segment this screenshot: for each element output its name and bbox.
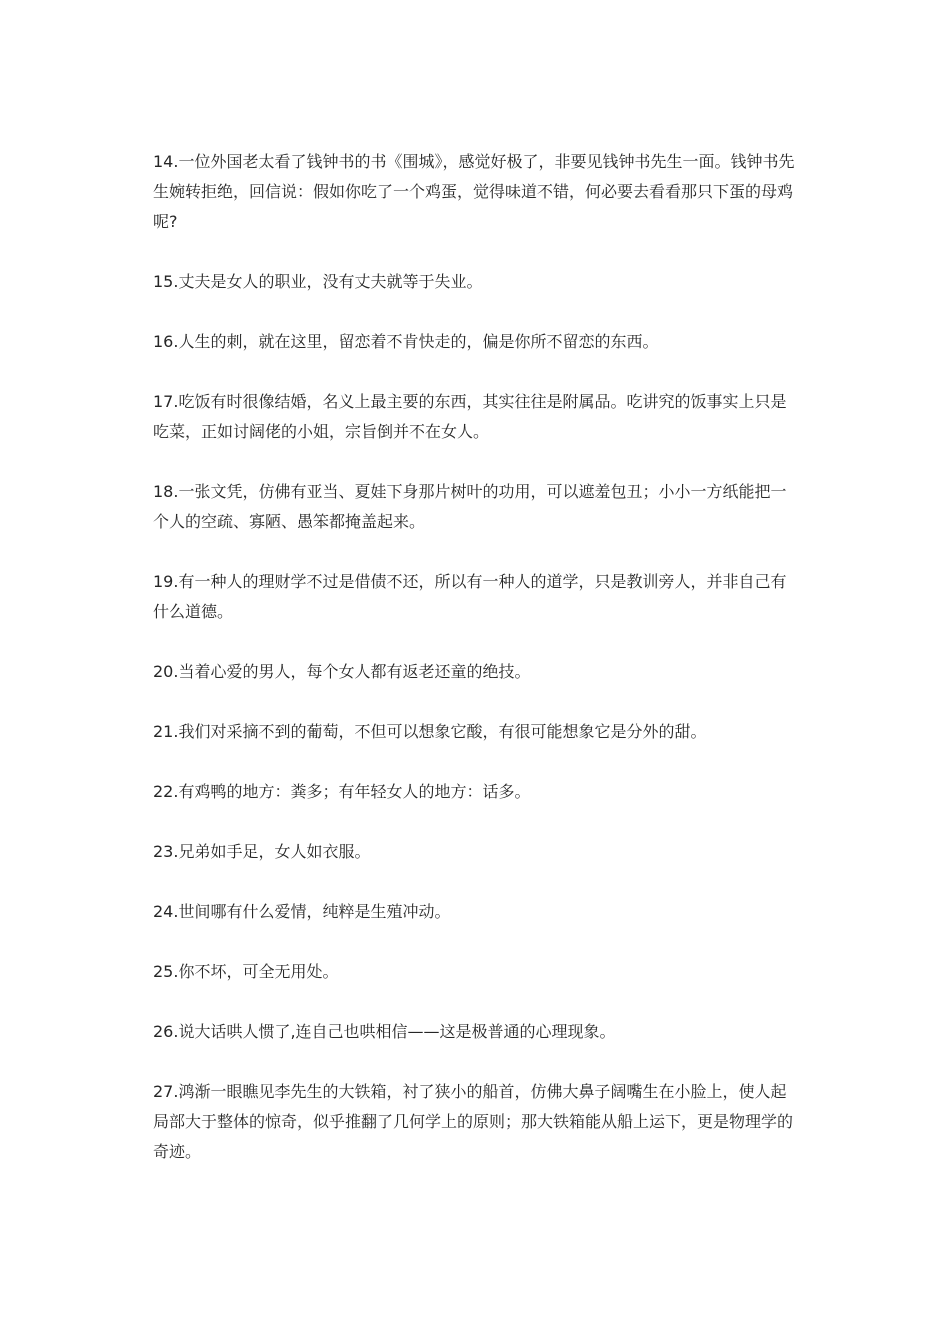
quote-paragraph-18: 18.一张文凭，仿佛有亚当、夏娃下身那片树叶的功用，可以遮羞包丑；小小一方纸能把一个人的空疏、寡陋、愚笨都掩盖起来。 — [153, 482, 787, 531]
quote-paragraph-17: 17.吃饭有时很像结婚，名义上最主要的东西，其实往往是附属品。吃讲究的饭事实上只是吃菜，正如讨阔佬的小姐，宗旨倒并不在女人。 — [153, 392, 787, 441]
document-body — [153, 147, 798, 1197]
quote-paragraph-24: 24.世间哪有什么爱情，纯粹是生殖冲动。 — [153, 902, 451, 921]
quote-paragraph-21: 21.我们对采摘不到的葡萄，不但可以想象它酸，有很可能想象它是分外的甜。 — [153, 722, 707, 741]
quote-paragraph-19: 19.有一种人的理财学不过是借债不还，所以有一种人的道学，只是教训旁人，并非自己有什么道德。 — [153, 572, 787, 621]
quote-paragraph-25: 25.你不坏，可全无用处。 — [153, 962, 339, 981]
quote-paragraph-14: 14.一位外国老太看了钱钟书的书《围城》，感觉好极了，非要见钱钟书先生一面。钱钟书先生婉转拒绝，回信说：假如你吃了一个鸡蛋，觉得味道不错，何必要去看看那只下蛋的母鸡呢? — [153, 152, 795, 231]
quote-paragraph-22: 22.有鸡鸭的地方：粪多；有年轻女人的地方：话多。 — [153, 782, 531, 801]
quote-paragraph-23: 23.兄弟如手足，女人如衣服。 — [153, 842, 371, 861]
quote-paragraph-26: 26.说大话哄人惯了,连自己也哄相信——这是极普通的心理现象。 — [153, 1022, 616, 1041]
quote-paragraph-20: 20.当着心爱的男人，每个女人都有返老还童的绝技。 — [153, 662, 531, 681]
quote-paragraph-15: 15.丈夫是女人的职业，没有丈夫就等于失业。 — [153, 272, 483, 291]
quote-paragraph-16: 16.人生的刺，就在这里，留恋着不肯快走的，偏是你所不留恋的东西。 — [153, 332, 659, 351]
quote-paragraph-27: 27.鸿渐一眼瞧见李先生的大铁箱，衬了狭小的船首，仿佛大鼻子阔嘴生在小脸上，使人起局部大于整体的惊奇，似乎推翻了几何学上的原则；那大铁箱能从船上运下，更是物理学的奇迹。 — [153, 1082, 794, 1161]
